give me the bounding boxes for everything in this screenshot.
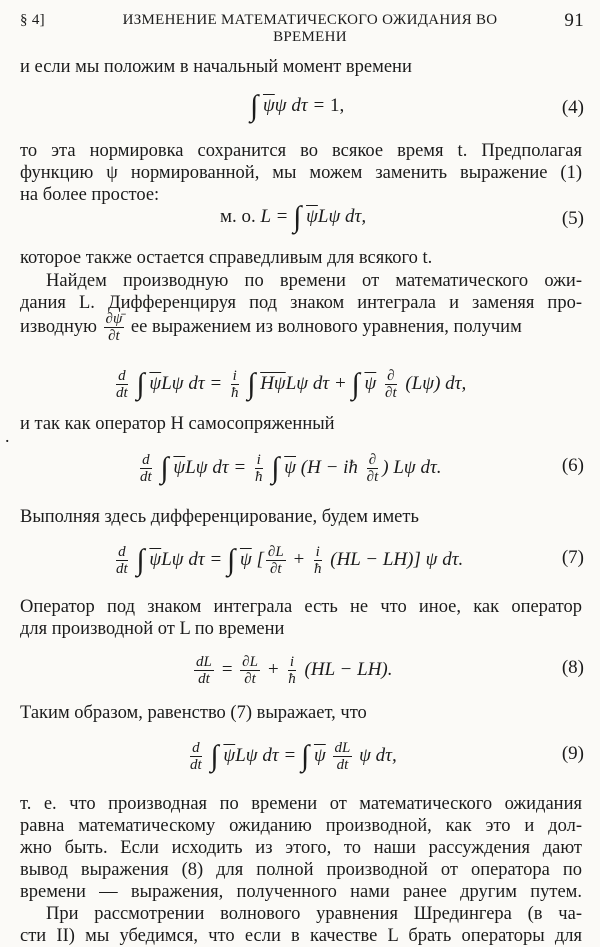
page-title: ИЗМЕНЕНИЕ МАТЕМАТИЧЕСКОГО ОЖИДАНИЯ ВО ВРЕМЕНИ bbox=[122, 12, 498, 45]
text-line: Оператор под знаком интеграла есть не что иное, как оператор bbox=[20, 597, 582, 617]
text-line: то эта нормировка сохранится во всякое время t. Предполагая bbox=[20, 141, 582, 161]
text-line: При рассмотрении волнового уравнения Шредингера (в ча- bbox=[46, 904, 582, 924]
text-line: вывод выражения (8) для полной производной от оператора по bbox=[20, 860, 582, 880]
equation-9: $\frac{d}{dt}$ ∫ $\overline{\psi}L\psi$ dτ = ∫ $\overline{\psi}$ $\frac{dL}{dt}$ ψ dτ, bbox=[190, 739, 397, 773]
equation-4: ∫ $\overline{\psi}\psi$ dτ = 1, bbox=[250, 89, 345, 123]
equation-number: (8) bbox=[561, 657, 584, 678]
text-line: дания L. Дифференцируя под знаком интеграла и заменяя про- bbox=[20, 293, 582, 313]
text-line: на более простое: bbox=[20, 185, 160, 205]
text-line: и так как оператор H самосопряженный bbox=[20, 414, 335, 434]
text-line: Таким образом, равенство (7) выражает, что bbox=[20, 703, 367, 723]
text-line: которое также остается справедливым для всякого t. bbox=[20, 248, 433, 268]
text-fragment: изводную bbox=[20, 316, 97, 337]
equation-5: м. о. L = ∫ $\overline{\psi}L\psi$ dτ, bbox=[220, 200, 367, 234]
equation-7: $\frac{d}{dt}$ ∫ $\overline{\psi}L\psi$ dτ = ∫ $\overline{\psi}$ [ $\frac{\partial L}{\partial t}$ + $\frac{i}{ħ}$ (HL − LH)] ψ dτ. bbox=[116, 543, 464, 577]
equation-number: (5) bbox=[561, 208, 584, 229]
text-line: и если мы положим в начальный момент времени bbox=[20, 57, 412, 77]
text-line: жно быть. Если исходить из этого, то наши рассуждения дают bbox=[20, 838, 582, 858]
equation-number: (6) bbox=[561, 455, 584, 476]
equation-number: (4) bbox=[561, 97, 584, 118]
equation-derivative: $\frac{d}{dt}$ ∫ $\overline{\psi}L\psi$ dτ = $\frac{i}{ħ}$ ∫ $\overline{H\psi}L\psi$ dτ + ∫ $\overline{\psi}$ $\frac{\partial}{\partial t}$ (Lψ) dτ, bbox=[116, 367, 467, 401]
partial-derivative: $\frac{\partial\psī}{\partial t}$ bbox=[105, 311, 123, 344]
section-ref: § 4] bbox=[20, 12, 45, 28]
text-line: времени — выражения, полученного нами ранее другим путем. bbox=[20, 882, 582, 902]
ink-mark: . bbox=[5, 426, 10, 446]
text-line: для производной от L по времени bbox=[20, 619, 285, 639]
text-line: Найдем производную по времени от математического ожи- bbox=[46, 271, 582, 291]
equation-prefix: м. о. bbox=[220, 206, 256, 227]
text-line: Выполняя здесь дифференцирование, будем иметь bbox=[20, 507, 419, 527]
text-fragment: ее выражением из волнового уравнения, получим bbox=[130, 316, 522, 337]
page-number: 91 bbox=[564, 10, 584, 31]
text-line: сти II) мы убедимся, что если в качестве L брать операторы для bbox=[20, 926, 582, 946]
equation-8: $\frac{dL}{dt}$ = $\frac{\partial L}{\partial t}$ + $\frac{i}{ħ}$ (HL − LH). bbox=[196, 654, 393, 687]
text-line: равна математическому ожиданию производной, как это и дол- bbox=[20, 816, 582, 836]
text-line: т. е. что производная по времени от математического ожидания bbox=[20, 794, 582, 814]
equation-6: $\frac{d}{dt}$ ∫ $\overline{\psi}L\psi$ dτ = $\frac{i}{ħ}$ ∫ $\overline{\psi}$ (H − iħ $\frac{\partial}{\partial t}$ ) Lψ dτ. bbox=[140, 451, 442, 485]
text-line-with-fraction bbox=[20, 311, 582, 344]
equation-number: (9) bbox=[561, 743, 584, 764]
running-header bbox=[20, 10, 588, 45]
text-line: функцию ψ нормированной, мы можем заменить выражение (1) bbox=[20, 163, 582, 183]
equation-number: (7) bbox=[561, 547, 584, 568]
